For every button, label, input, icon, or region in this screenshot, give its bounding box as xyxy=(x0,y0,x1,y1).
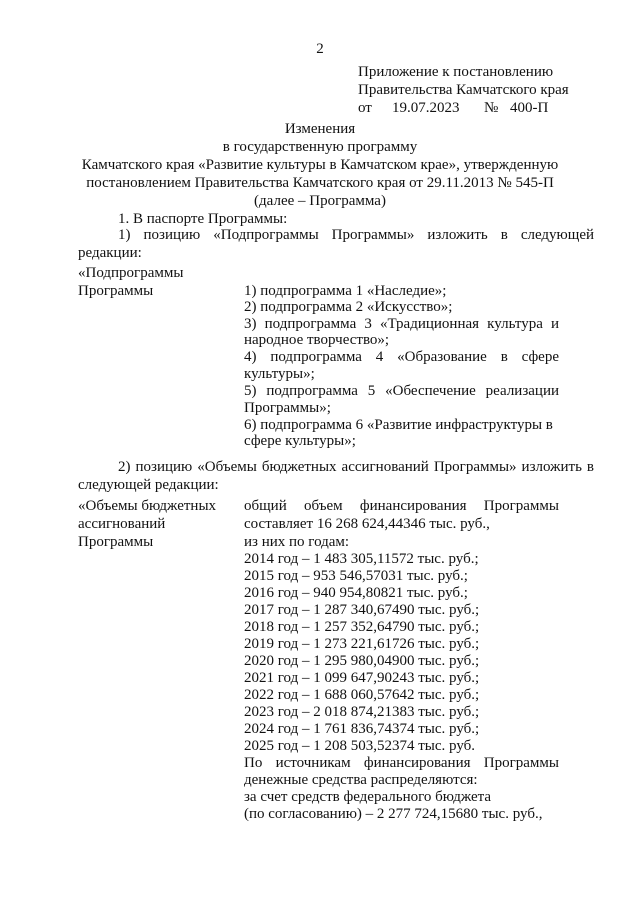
budget-label-line-2: ассигнований xyxy=(78,516,166,532)
item-2-line-2: следующей редакции: xyxy=(78,477,219,493)
title-line-5: (далее – Программа) xyxy=(254,193,386,209)
subprogram-line: сфере культуры»; xyxy=(244,433,356,449)
subprograms-label-line-2: Программы xyxy=(78,283,154,299)
budget-year-line: 2025 год – 1 208 503,52374 тыс. руб. xyxy=(244,738,476,754)
budget-year-line: 2015 год – 953 546,57031 тыс. руб.; xyxy=(244,568,468,584)
budget-year-line: 2024 год – 1 761 836,74374 тыс. руб.; xyxy=(244,721,480,737)
item-2-line-1: 2) позицию «Объемы бюджетных ассигнований Программы» изложить в xyxy=(118,459,594,475)
appendix-line-1: Приложение к постановлению xyxy=(358,64,554,80)
budget-year-line: 2014 год – 1 483 305,11572 тыс. руб.; xyxy=(244,551,479,567)
budget-line: По источникам финансирования Программы xyxy=(244,755,559,771)
subprogram-line: народное творчество»; xyxy=(244,332,390,348)
budget-line: общий объем финансирования Программы xyxy=(244,498,559,514)
budget-year-line: 2018 год – 1 257 352,64790 тыс. руб.; xyxy=(244,619,480,635)
budget-line: составляет 16 268 624,44346 тыс. руб., xyxy=(244,516,490,532)
budget-line: (по согласованию) – 2 277 724,15680 тыс. руб., xyxy=(244,806,543,822)
budget-line: денежные средства распределяются: xyxy=(244,772,478,788)
subprogram-line: 3) подпрограмма 3 «Традиционная культура и xyxy=(244,316,559,332)
page-number: 2 xyxy=(316,41,324,57)
title-line-4: постановлением Правительства Камчатского края от 29.11.2013 № 545-П xyxy=(86,175,554,191)
budget-line: из них по годам: xyxy=(244,534,350,550)
appendix-number-label: № xyxy=(484,100,499,116)
subprogram-line: 2) подпрограмма 2 «Искусство»; xyxy=(244,299,453,315)
subprogram-line: 1) подпрограмма 1 «Наследие»; xyxy=(244,283,447,299)
title-line-3: Камчатского края «Развитие культуры в Камчатском крае», утвержденную xyxy=(81,157,559,173)
appendix-date: 19.07.2023 xyxy=(392,100,460,116)
subprogram-line: 4) подпрограмма 4 «Образование в сфере xyxy=(244,349,559,365)
budget-year-line: 2023 год – 2 018 874,21383 тыс. руб.; xyxy=(244,704,480,720)
appendix-from-label: от xyxy=(358,100,372,116)
budget-year-line: 2016 год – 940 954,80821 тыс. руб.; xyxy=(244,585,468,601)
title-line-2: в государственную программу xyxy=(222,139,418,155)
budget-year-line: 2021 год – 1 099 647,90243 тыс. руб.; xyxy=(244,670,480,686)
budget-year-line: 2017 год – 1 287 340,67490 тыс. руб.; xyxy=(244,602,480,618)
subprograms-label-line-1: «Подпрограммы xyxy=(78,265,184,281)
budget-year-line: 2019 год – 1 273 221,61726 тыс. руб.; xyxy=(244,636,480,652)
subprogram-line: 5) подпрограмма 5 «Обеспечение реализации xyxy=(244,383,559,399)
title-line-1: Изменения xyxy=(284,121,356,137)
budget-year-line: 2020 год – 1 295 980,04900 тыс. руб.; xyxy=(244,653,480,669)
budget-line: за счет средств федерального бюджета xyxy=(244,789,492,805)
budget-year-line: 2022 год – 1 688 060,57642 тыс. руб.; xyxy=(244,687,480,703)
budget-label-line-1: «Объемы бюджетных xyxy=(78,498,217,514)
appendix-number: 400-П xyxy=(510,100,549,116)
subprogram-line: культуры»; xyxy=(244,366,315,382)
item-1-line-2: редакции: xyxy=(78,245,142,261)
budget-label-line-3: Программы xyxy=(78,534,154,550)
subprogram-line: Программы»; xyxy=(244,400,331,416)
section-1-heading: 1. В паспорте Программы: xyxy=(118,211,288,227)
item-1-line-1: 1) позицию «Подпрограммы Программы» изложить в следующей xyxy=(118,227,594,243)
appendix-line-2: Правительства Камчатского края xyxy=(358,82,569,98)
subprogram-line: 6) подпрограмма 6 «Развитие инфраструктуры в xyxy=(244,417,553,433)
